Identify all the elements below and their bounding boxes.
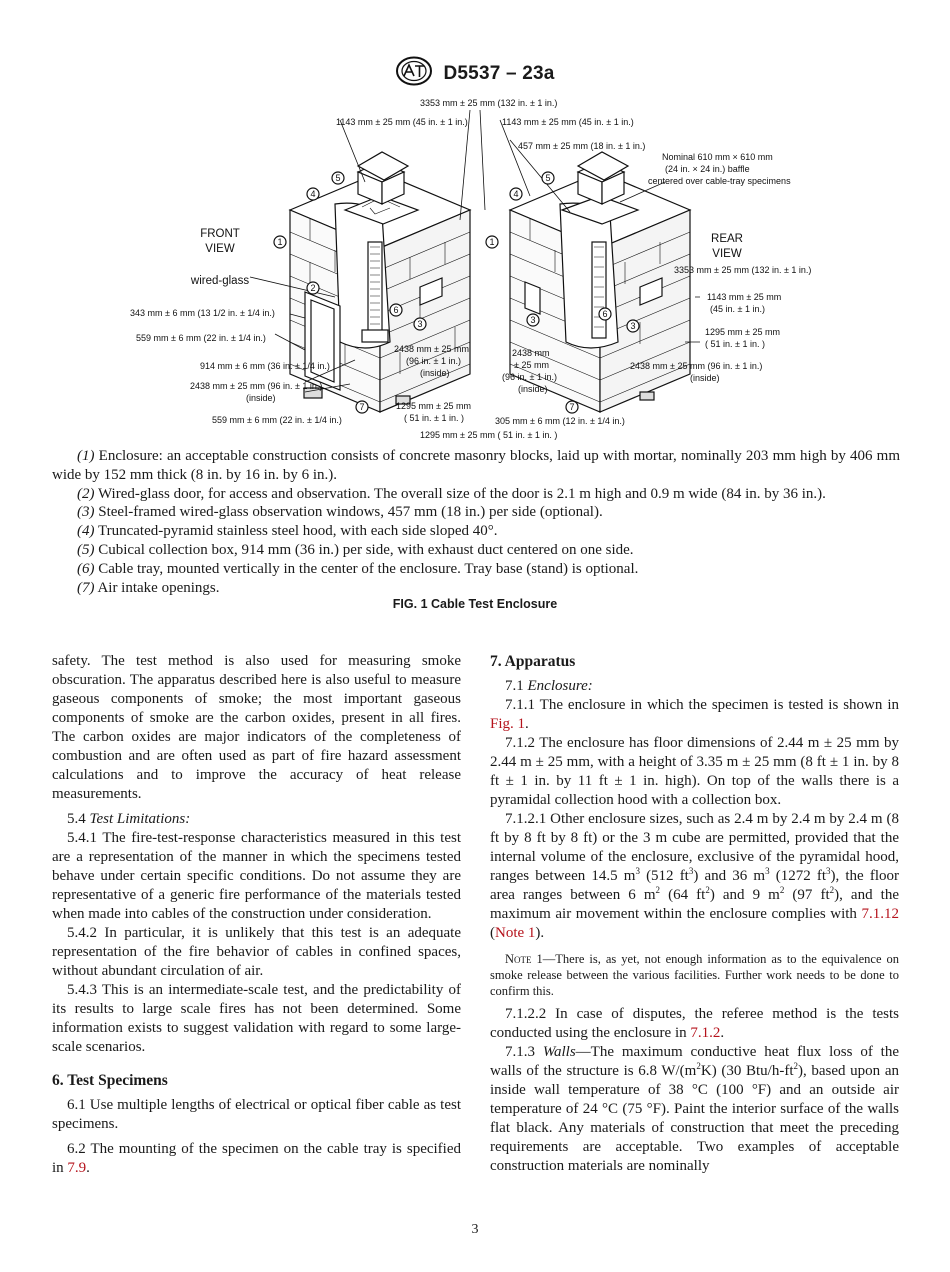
- callout-label: 5: [335, 173, 341, 183]
- dim-label: 2438 mm ± 25 mm (96 in. ± 1 in.): [630, 361, 763, 371]
- legend-item: (5) Cubical collection box, 914 mm (36 in.) per side, with exhaust duct centered on one side.: [77, 541, 634, 558]
- standard-id: D5537 – 23a: [443, 62, 555, 84]
- callout-label: 1: [489, 237, 495, 247]
- dim-label: 3353 mm ± 25 mm (132 in. ± 1 in.): [420, 98, 558, 108]
- ref-link-7-1-2[interactable]: 7.1.2: [690, 1025, 721, 1041]
- legend-item: (2) Wired-glass door, for access and observation. The overall size of the door is 2.1 m high and 0.9 m wide (84 in. by 36 in.).: [77, 485, 826, 502]
- callout-label: 6: [393, 305, 399, 315]
- callout-label: 6: [602, 309, 608, 319]
- section-7-1-2: 7.1.2 The enclosure has floor dimensions of 2.44 m ± 25 mm by 2.44 m ± 25 mm, with a height of 3.35 m ± 25 mm (8 ft ± 1 in. by 8 ft ± 1 in. by 11 ft ± 1 in. high). On top of the walls there is a pyramidal collection hood with a collection box.: [490, 735, 899, 808]
- ref-link-7-1-12[interactable]: 7.1.12: [861, 906, 899, 922]
- legend-item: (6) Cable tray, mounted vertically in the center of the enclosure. Tray base (stand) is optional.: [77, 560, 639, 577]
- section-7-heading: 7. Apparatus: [490, 653, 576, 670]
- legend-item: (1) Enclosure: an acceptable construction consists of concrete masonry blocks, laid up with mortar, nominally 203 mm high by 406 mm wide by 152 mm thick (8 in. by 16 in. by 6 in.).: [52, 448, 901, 483]
- figure-caption: FIG. 1 Cable Test Enclosure: [392, 597, 558, 611]
- figure-legend: [52, 447, 900, 597]
- left-column: [52, 652, 461, 1178]
- legend-item: (3) Steel-framed wired-glass observation windows, 457 mm (18 in.) per side (optional).: [77, 504, 603, 521]
- dim-label: (96 in. ± 1 in.): [502, 372, 557, 382]
- section-7-1-1: 7.1.1 The enclosure in which the specimen is tested is shown in Fig. 1.: [490, 697, 899, 732]
- dim-label: (inside): [690, 373, 720, 383]
- callout-label: 1: [277, 237, 283, 247]
- dim-label: 1143 mm ± 25 mm (45 in. ± 1 in.): [502, 117, 634, 127]
- dim-label: (inside): [246, 393, 276, 403]
- rear-view-label: REAR: [711, 233, 743, 245]
- dim-label: 1295 mm ± 25 mm ( 51 in. ± 1 in. ): [420, 430, 558, 440]
- page-header: [0, 56, 950, 91]
- dim-label: 914 mm ± 6 mm (36 in. ± 1/4 in.): [200, 361, 330, 371]
- section-5-4-3: 5.4.3 This is an intermediate-scale test, and the predictability of its results to large scale fires has not been determined. Some information exists to suggest validation with regard to some large-scale scenarios.: [52, 982, 461, 1055]
- callout-label: 4: [310, 189, 316, 199]
- dim-label: Nominal 610 mm × 610 mm: [662, 152, 773, 162]
- section-5-4-1: 5.4.1 The fire-test-response characteristics measured in this test are a representation of the manner in which the specimens tested behave under certain specific conditions. Do not assume they are representative of a generic fire performance of the materials tested when made into cables of the construction under consideration.: [52, 830, 461, 922]
- dim-label: ( 51 in. ± 1 in. ): [404, 413, 464, 423]
- section-7-1-2-2: 7.1.2.2 In case of disputes, the referee method is the tests conducted using the enclosure in 7.1.2.: [490, 1006, 899, 1041]
- callout-label: 4: [513, 189, 519, 199]
- callout-label: 7: [569, 402, 575, 412]
- section-6-heading: 6. Test Specimens: [52, 1072, 168, 1089]
- dim-label: 305 mm ± 6 mm (12 in. ± 1/4 in.): [495, 416, 625, 426]
- section-5-4-2: 5.4.2 In particular, it is unlikely that this test is an adequate representation of the fire behavior of cables in confined spaces, without abundant circulation of air.: [52, 925, 461, 979]
- dim-label: ± 25 mm: [514, 360, 549, 370]
- legend-item: (7) Air intake openings.: [77, 579, 220, 596]
- paragraph: safety. The test method is also used for measuring smoke obscuration. The apparatus described here is also useful to measure gaseous components of smoke; the most important gaseous components of smoke are the carbon oxides, present in all fires. The carbon oxides are major indicators of the completeness of combustion and are often used as part of fire hazard assessment calculations and to improve the accuracy of heat release measurements.: [52, 653, 461, 802]
- dim-label: 343 mm ± 6 mm (13 1/2 in. ± 1/4 in.): [130, 308, 275, 318]
- dim-label: (inside): [518, 384, 548, 394]
- section-6-2: 6.2 The mounting of the specimen on the cable tray is specified in 7.9.: [52, 1141, 461, 1176]
- callout-label: 7: [359, 402, 365, 412]
- section-6-1: 6.1 Use multiple lengths of electrical or optical fiber cable as test specimens.: [52, 1097, 461, 1132]
- front-view-label: FRONT: [200, 228, 240, 240]
- astm-logo: [395, 56, 433, 91]
- section-7-1-3: 7.1.3 Walls—The maximum conductive heat flux loss of the walls of the structure is 6.8 $W/(m^2K)$ (30 Btu/$h-ft^2$), based upon an inside wall temperature of 38 °C (100 °F) and an outside air temperature of 24 °C (75 °F). Paint the interior surface of the walls flat black. Any materials of construction that meet the preceding requirements are acceptable. Two examples of acceptable construction materials are nominally: [490, 1044, 900, 1174]
- dim-label: 3353 mm ± 25 mm (132 in. ± 1 in.): [674, 265, 812, 275]
- callout-label: 2: [310, 283, 316, 293]
- ref-link-note-1[interactable]: Note 1: [495, 925, 536, 941]
- ref-link-7-9[interactable]: 7.9: [67, 1160, 87, 1176]
- dim-label: (45 in. ± 1 in.): [710, 304, 765, 314]
- dim-label: (96 in. ± 1 in.): [406, 356, 461, 366]
- dim-label: 1295 mm ± 25 mm: [705, 327, 780, 337]
- dim-label: 2438 mm ± 25 mm: [394, 344, 469, 354]
- legend-item: (4) Truncated-pyramid stainless steel hood, with each side sloped 40°.: [77, 523, 498, 540]
- dim-label: (inside): [420, 368, 450, 378]
- front-view-label: VIEW: [205, 243, 235, 255]
- page-number: 3: [471, 1222, 479, 1237]
- dim-label: centered over cable-tray specimens: [648, 176, 791, 186]
- dim-label: 1295 mm ± 25 mm: [396, 401, 471, 411]
- dim-label: 457 mm ± 25 mm (18 in. ± 1 in.): [518, 141, 646, 151]
- section-5-4-heading: 5.4 Test Limitations:: [67, 811, 191, 827]
- cable-test-enclosure-figure: [100, 92, 860, 444]
- dim-label: ( 51 in. ± 1 in. ): [705, 339, 765, 349]
- note-1: Note 1—There is, as yet, not enough information as to the equivalence on smoke release between the various facilities. Further work needs to be done to confirm this.: [490, 952, 899, 998]
- callout-label: 3: [417, 319, 423, 329]
- dim-label: 559 mm ± 6 mm (22 in. ± 1/4 in.): [212, 415, 342, 425]
- right-column: [490, 652, 899, 1176]
- wired-glass-label: wired-glass: [190, 275, 250, 287]
- dim-label: 1143 mm ± 25 mm (45 in. ± 1 in.): [336, 117, 468, 127]
- dim-label: (24 in. × 24 in.) baffle: [665, 164, 750, 174]
- ref-link-fig-1[interactable]: Fig. 1: [490, 716, 526, 732]
- dim-label: 559 mm ± 6 mm (22 in. ± 1/4 in.): [136, 333, 266, 343]
- section-7-1-heading: 7.1 Enclosure:: [505, 678, 593, 694]
- dim-label: 2438 mm ± 25 mm (96 in. ± 1 in.): [190, 381, 323, 391]
- callout-label: 3: [630, 321, 636, 331]
- dim-label: 1143 mm ± 25 mm: [707, 292, 782, 302]
- section-7-1-2-1: 7.1.2.1 Other enclosure sizes, such as 2.4 m by 2.4 m by 2.4 m (8 ft by 8 ft by 8 ft) or the 3 m cube are permitted, provided that the internal volume of the enclosure, exclusive of the pyramidal hood, ranges between 14.5 $m^3$ (512 $ft^3$) and 36 $m^3$ (1272 $ft^3$), the floor area ranges between 6 $m^2$ (64 $ft^2$) and 9 $m^2$ (97 $ft^2$), and the maximum air movement within the enclosure complies with 7.1.12 (Note 1).: [490, 811, 899, 941]
- dim-label: 2438 mm: [512, 348, 550, 358]
- rear-view-label: VIEW: [712, 248, 742, 260]
- callout-label: 5: [545, 173, 551, 183]
- callout-label: 3: [530, 315, 536, 325]
